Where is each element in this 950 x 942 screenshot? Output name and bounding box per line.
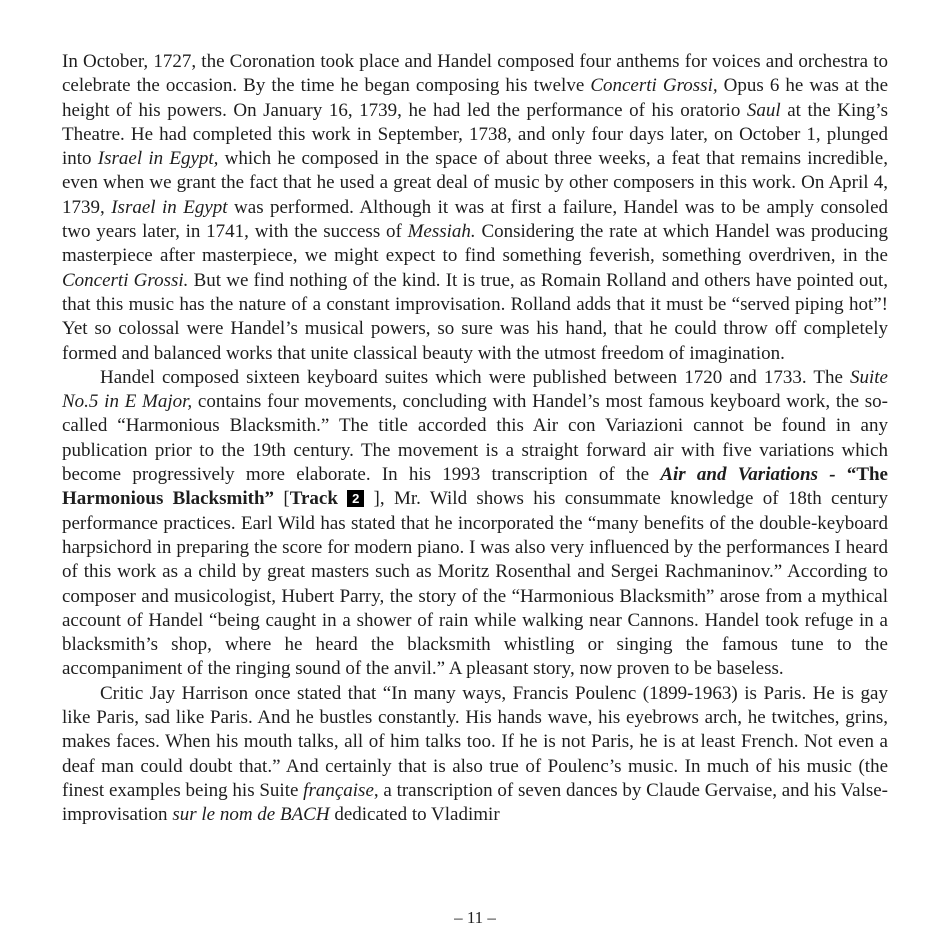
text-segment: Track (289, 488, 348, 510)
text-segment: Air and Variations - (660, 464, 847, 486)
text-segment: Suite No.5 in E Major, (62, 366, 888, 413)
text-segment: , a transcription of seven dances by Claude Gervaise, and his Valse-improvisation (62, 779, 888, 826)
text-segment: at the King’s Theatre. He had completed this work in September, 1738, and only four days later, on October 1, plunged into (62, 99, 888, 170)
paragraph (62, 366, 888, 682)
text-segment: was performed. Although it was at first a failure, Handel was to be amply consoled two years later, in 1741, with the success of (62, 196, 889, 243)
text-segment: Considering the rate at which Handel was producing masterpiece after masterpiece, we might expect to find something feverish, something overdriven, in the (62, 221, 889, 267)
text-segment: Concerti Grossi. (62, 269, 189, 291)
text-segment: sur le nom de BACH (172, 804, 330, 826)
text-segment: which he composed in the space of about three weeks, a feat that remains incredible, even when we grant the fact that he used a great deal of music by other composers in this work. On April 4, 1739, (62, 148, 888, 218)
paragraph (62, 50, 888, 366)
text-segment: contains four movements, concluding with Handel’s most famous keyboard work, the so-called “Harmonious Blacksmith.” The title accorded this Air con Variazioni cannot be found in any publication prior to the 19th century. The movement is a straight forward air with five variations which become progressively more elaborate. In his 1993 transcription of the (62, 391, 888, 486)
page-text (62, 50, 888, 828)
page-number: – 11 – (454, 908, 496, 927)
text-segment: Concerti Grossi, (590, 75, 718, 97)
text-segment: française (303, 779, 374, 801)
text-segment: Israel in Egypt, (97, 148, 219, 170)
text-segment: “The Harmonious Blacksmith” (62, 464, 888, 510)
text-segment: Saul (746, 99, 781, 121)
text-segment: Messiah. (407, 221, 476, 243)
text-segment: dedicated to Vladimir (329, 804, 500, 826)
text-segment: In October, 1727, the Coronation took place and Handel composed four anthems for voices and orchestra to celebrate the occasion. By the time he began composing his twelve (62, 51, 888, 97)
text-segment: [ (274, 488, 290, 510)
paragraph (62, 682, 888, 828)
text-segment: Israel in Egypt (111, 196, 228, 218)
text-segment: Handel composed sixteen keyboard suites which were published between 1720 and 1733. The (100, 366, 850, 388)
text-segment: But we find nothing of the kind. It is true, as Romain Rolland and others have pointed out, that this music has the nature of a constant improvisation. Rolland adds that it must be “served piping hot”! Yet so colossal were Handel’s musical powers, so sure was his hand, that he could throw off completely formed and balanced works that unite classical beauty with the utmost freedom of imagination. (62, 269, 889, 364)
text-segment: Opus 6 he was at the height of his powers. On January 16, 1739, he had led the performance of his oratorio (62, 75, 888, 121)
text-segment: ], Mr. Wild shows his consummate knowledge of 18th century performance practices. Earl Wild has stated that he incorporated the “many benefits of the double-keyboard harpsichord in preparing the score for modern piano. I was also very influenced by the performances I heard of this work as a child by great masters such as Moritz Rosenthal and Sergei Rachmaninov.” According to composer and musicologist, Hubert Parry, the story of the “Harmonious Blacksmith” arose from a mythical account of Handel “being caught in a shower of rain while walking near Cannons. Handel took refuge in a blacksmith’s shop, where he heard the blacksmith whistling or singing the famous tune to the accompaniment of the ringing sound of the anvil.” A pleasant story, now proven to be baseless. (62, 488, 889, 680)
text-segment: Critic Jay Harrison once stated that “In many ways, Francis Poulenc (1899-1963) is Paris. He is gay like Paris, sad like Paris. And he bustles constantly. His hands wave, his eyebrows arch, he twitches, grins, makes faces. When his mouth talks, all of him talks too. If he is not Paris, he is at least French. Not even a deaf man could doubt that.” And certainly that is also true of Poulenc’s music. In much of his music (the finest examples being his Suite (62, 682, 888, 801)
track-number-badge: 2 (347, 490, 364, 507)
